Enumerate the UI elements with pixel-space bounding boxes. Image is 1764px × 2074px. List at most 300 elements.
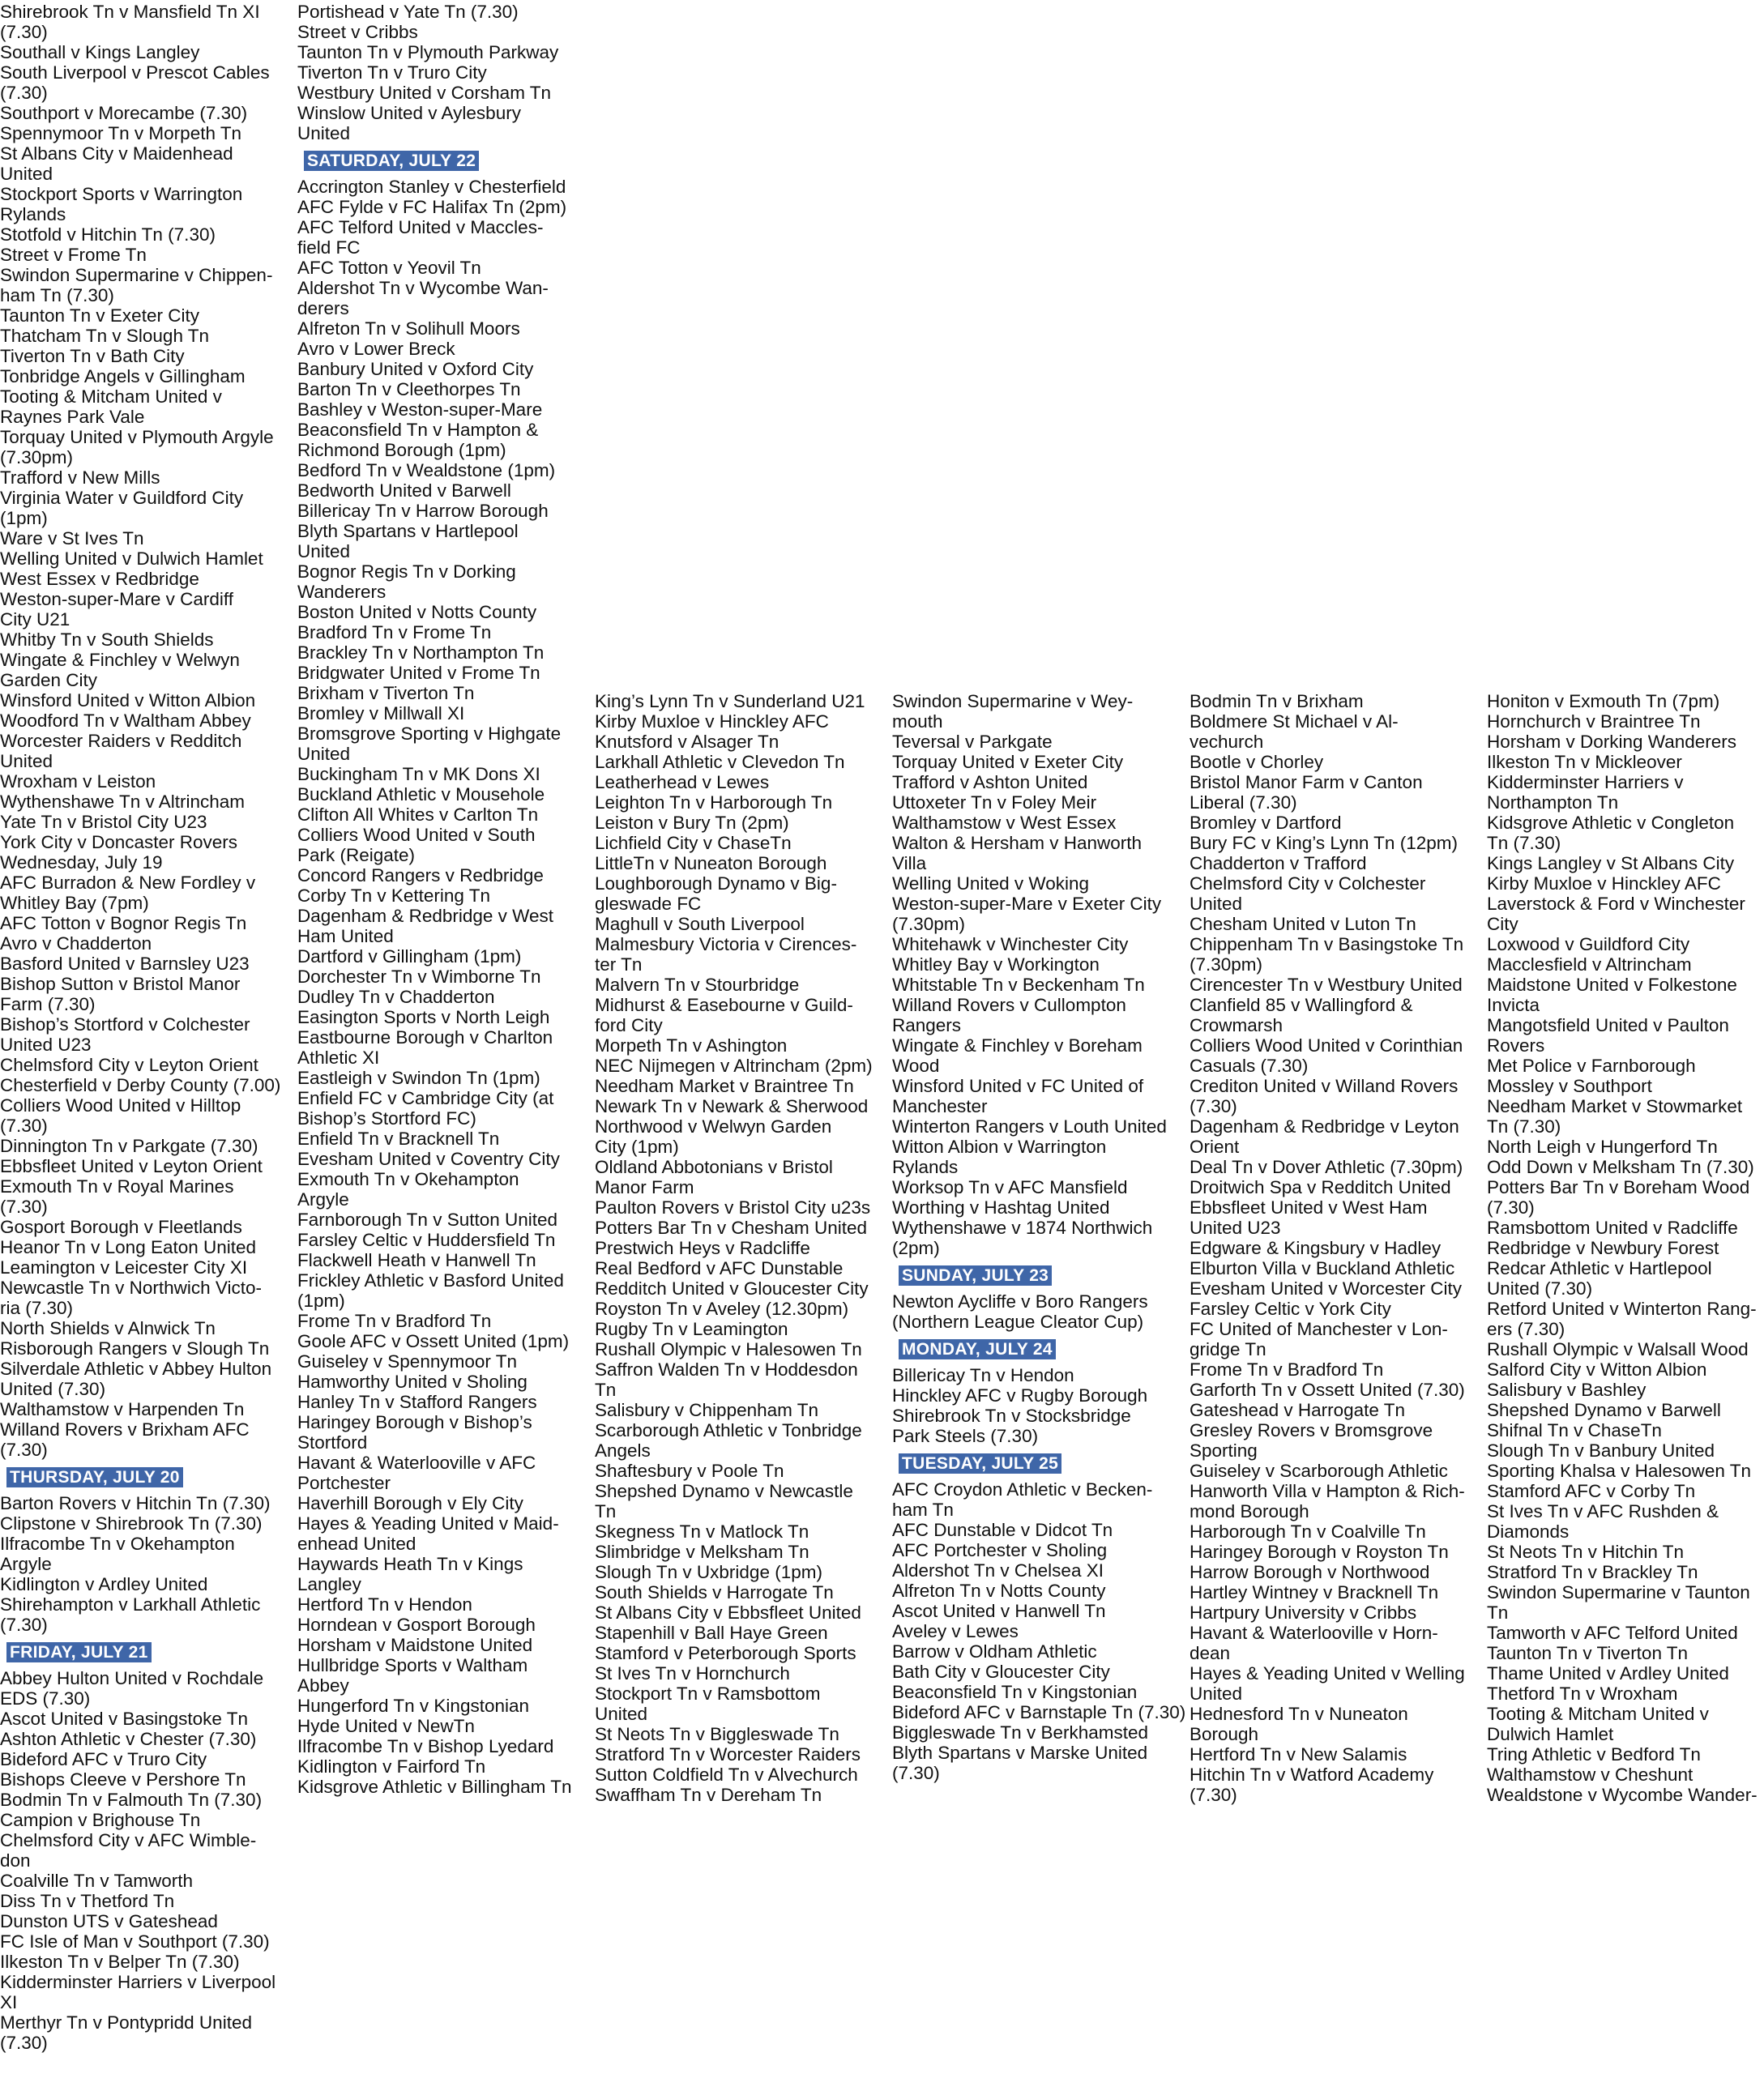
column-6	[1487, 691, 1764, 1810]
fixture-line: Honiton v Exmouth Tn (7pm)	[1487, 691, 1720, 711]
fixture-line: Newton Aycliffe v Boro Rangers	[892, 1291, 1148, 1312]
fixture-line: Yate Tn v Bristol City U23	[0, 812, 207, 832]
fixture-line: Farnborough Tn v Sutton United	[297, 1210, 558, 1230]
fixture-line: Enfield FC v Cambridge City (at	[297, 1088, 554, 1108]
fixture-line: Diamonds	[1487, 1521, 1570, 1542]
fixture-line: Loxwood v Guildford City	[1487, 934, 1690, 954]
fixture-line: United	[595, 1704, 648, 1724]
fixture-line: Hanworth Villa v Hampton & Rich-	[1190, 1481, 1465, 1501]
fixture-line: Shirebrook Tn v Mansfield Tn XI	[0, 2, 260, 22]
fixture-line: Woodford Tn v Waltham Abbey	[0, 711, 251, 731]
fixture-line: Hednesford Tn v Nuneaton	[1190, 1704, 1408, 1724]
fixture-line: City (1pm)	[595, 1137, 679, 1157]
fixture-line: United (7.30)	[1487, 1278, 1593, 1299]
fixture-line: Walthamstow v Cheshunt	[1487, 1765, 1694, 1785]
fixture-line: Chelmsford City v Leyton Orient	[0, 1055, 258, 1075]
fixture-line: Uttoxeter Tn v Foley Meir	[892, 792, 1097, 813]
fixture-line: Kidderminster Harriers v	[1487, 772, 1684, 792]
fixture-line: Tamworth v AFC Telford United	[1487, 1623, 1738, 1643]
fixture-line: Trafford v Ashton United	[892, 772, 1088, 792]
fixture-line: United U23	[1190, 1218, 1281, 1238]
fixture-line: Harborough Tn v Coalville Tn	[1190, 1521, 1426, 1542]
fixture-line: Shaftesbury v Poole Tn	[595, 1461, 784, 1481]
fixture-line: Elburton Villa v Buckland Athletic	[1190, 1258, 1455, 1278]
fixture-line: LittleTn v Nuneaton Borough	[595, 853, 827, 873]
fixture-line: Frome Tn v Bradford Tn	[297, 1311, 492, 1331]
fixture-line: Hinckley AFC v Rugby Borough	[892, 1385, 1148, 1406]
fixture-line: AFC Telford United v Maccles-	[297, 217, 544, 237]
column-2	[297, 2, 591, 1810]
fixture-line: Farsley Celtic v York City	[1190, 1299, 1391, 1319]
fixture-line: Alfreton Tn v Notts County	[892, 1581, 1106, 1601]
fixture-line: Accrington Stanley v Chesterfield	[297, 177, 566, 197]
fixture-line: ter Tn	[595, 954, 643, 975]
fixture-line: don	[0, 1850, 31, 1871]
fixture-line: Hertford Tn v New Salamis	[1190, 1744, 1407, 1765]
fixture-line: Tn (7.30)	[1487, 1116, 1561, 1137]
fixture-line: Ashton Athletic v Chester (7.30)	[0, 1729, 257, 1749]
date-heading-label: SUNDAY, JULY 23	[899, 1265, 1052, 1286]
fixture-line: Frome Tn v Bradford Tn	[1190, 1359, 1384, 1380]
fixture-line: Bedford Tn v Wealdstone (1pm)	[297, 460, 556, 480]
fixture-line: Exmouth Tn v Royal Marines	[0, 1176, 234, 1197]
fixture-line: Buckingham Tn v MK Dons XI	[297, 764, 540, 784]
column-4	[892, 691, 1185, 1810]
fixture-line: Bedworth United v Barwell	[297, 480, 511, 501]
fixture-line: Potters Bar Tn v Boreham Wood	[1487, 1177, 1750, 1197]
fixture-line: Tn (7.30)	[1487, 833, 1561, 853]
fixture-line: Southall v Kings Langley	[0, 42, 200, 62]
fixture-line: (7.30)	[1190, 1096, 1237, 1116]
fixture-line: Horsham v Dorking Wanderers	[1487, 732, 1737, 752]
fixture-line: Newcastle Tn v Northwich Victo-	[0, 1278, 263, 1298]
fixture-line: AFC Burradon & New Fordley v	[0, 873, 256, 893]
fixture-line: Whitley Bay v Workington	[892, 954, 1100, 975]
fixture-line: Ilkeston Tn v Belper Tn (7.30)	[0, 1952, 240, 1972]
fixture-line: Knutsford v Alsager Tn	[595, 732, 779, 752]
fixture-line: Leiston v Bury Tn (2pm)	[595, 813, 789, 833]
fixture-line: (7.30)	[0, 2033, 48, 2053]
fixture-line: mond Borough	[1190, 1501, 1309, 1521]
fixture-line: Shirehampton v Larkhall Athletic	[0, 1594, 261, 1615]
fixture-line: Bishop’s Stortford FC)	[297, 1108, 476, 1129]
fixture-line: Rangers	[892, 1015, 962, 1035]
fixture-line: Clanfield 85 v Wallingford &	[1190, 995, 1413, 1015]
fixture-line: Manchester	[892, 1096, 988, 1116]
fixture-line: Laverstock & Ford v Winchester	[1487, 894, 1745, 914]
fixture-line: Bishops Cleeve v Pershore Tn	[0, 1769, 246, 1790]
fixture-line: Slough Tn v Uxbridge (1pm)	[595, 1562, 822, 1582]
fixture-line: South Liverpool v Prescot Cables	[0, 62, 270, 83]
fixture-line: Enfield Tn v Bracknell Tn	[297, 1129, 500, 1149]
fixture-line: Blyth Spartans v Marske United	[892, 1743, 1148, 1763]
fixture-line: Bodmin Tn v Falmouth Tn (7.30)	[0, 1790, 263, 1810]
fixture-line: Larkhall Athletic v Clevedon Tn	[595, 752, 845, 772]
fixture-line: Bridgwater United v Frome Tn	[297, 663, 540, 683]
fixture-line: St Neots Tn v Hitchin Tn	[1487, 1542, 1685, 1562]
fixture-line: Blyth Spartans v Hartlepool	[297, 521, 519, 541]
fixture-line: (7.30)	[0, 1116, 48, 1136]
fixture-line: Dartford v Gillingham (1pm)	[297, 946, 522, 967]
fixture-line: Maidstone United v Folkestone	[1487, 975, 1737, 995]
fixture-line: Stotfold v Hitchin Tn (7.30)	[0, 224, 216, 245]
fixture-line: Bishop’s Stortford v Colchester	[0, 1014, 250, 1035]
fixture-line: Dagenham & Redbridge v West	[297, 906, 553, 926]
date-heading-label: MONDAY, JULY 24	[899, 1339, 1056, 1359]
fixture-line: Haverhill Borough v Ely City	[297, 1493, 523, 1513]
fixture-line: AFC Totton v Yeovil Tn	[297, 258, 481, 278]
fixture-line: Hayes & Yeading United v Maid-	[297, 1513, 559, 1534]
fixture-line: Thetford Tn v Wroxham	[1487, 1684, 1678, 1704]
fixture-line: field FC	[297, 237, 361, 258]
fixture-line: Weston-super-Mare v Cardiff	[0, 589, 234, 609]
fixture-line: Ebbsfleet United v West Ham	[1190, 1197, 1428, 1218]
fixture-line: Beaconsfield Tn v Kingstonian	[892, 1682, 1138, 1702]
fixture-line: Orient	[1190, 1137, 1240, 1157]
fixture-line: Banbury United v Oxford City	[297, 359, 534, 379]
fixture-line: Haringey Borough v Royston Tn	[1190, 1542, 1449, 1562]
fixture-line: Winsford United v Witton Albion	[0, 690, 256, 711]
fixture-line: Walthamstow v West Essex	[892, 813, 1117, 833]
fixture-line: Borough	[1190, 1724, 1259, 1744]
fixture-line: (7.30)	[0, 22, 48, 42]
fixture-line: Clifton All Whites v Carlton Tn	[297, 804, 539, 825]
fixture-line: United U23	[0, 1035, 92, 1055]
fixture-line: Liberal (7.30)	[1190, 792, 1297, 813]
fixture-line: Kidlington v Ardley United	[0, 1574, 208, 1594]
fixture-line: Langley	[297, 1574, 361, 1594]
fixture-line: Dorchester Tn v Wimborne Tn	[297, 967, 541, 987]
fixture-line: Odd Down v Melksham Tn (7.30)	[1487, 1157, 1754, 1177]
fixture-line: Tn	[595, 1380, 617, 1400]
fixture-line: Aldershot Tn v Wycombe Wan-	[297, 278, 549, 298]
fixture-line: Bashley v Weston-super-Mare	[297, 399, 543, 420]
fixture-line: Tring Athletic v Bedford Tn	[1487, 1744, 1701, 1765]
fixture-line: St Ives Tn v AFC Rushden &	[1487, 1501, 1719, 1521]
date-heading	[899, 1338, 1185, 1359]
fixture-line: Shirebrook Tn v Stocksbridge	[892, 1406, 1131, 1426]
fixture-line: Boston United v Notts County	[297, 602, 537, 622]
fixture-line: derers	[297, 298, 349, 318]
fixture-line: Stockport Sports v Warrington	[0, 184, 243, 204]
fixture-line: Willand Rovers v Brixham AFC	[0, 1419, 250, 1440]
fixture-line: Eastbourne Borough v Charlton	[297, 1027, 553, 1048]
fixture-line: (1pm)	[0, 508, 48, 528]
fixture-line: Swindon Supermarine v Taunton	[1487, 1582, 1750, 1602]
fixture-line: South Shields v Harrogate Tn	[595, 1582, 834, 1602]
fixture-line: Stortford	[297, 1432, 368, 1453]
fixture-line: United	[0, 751, 53, 771]
fixture-line: (7.30)	[892, 1763, 940, 1783]
fixture-line: Barrow v Oldham Athletic	[892, 1641, 1097, 1662]
fixture-line: Winterton Rangers v Louth United	[892, 1116, 1167, 1137]
fixture-line: Malvern Tn v Stourbridge	[595, 975, 800, 995]
fixture-line: (7.30)	[0, 1440, 48, 1460]
fixture-line: Bootle v Chorley	[1190, 752, 1324, 772]
fixture-line: Street v Cribbs	[297, 22, 418, 42]
fixture-line: Avro v Lower Breck	[297, 339, 455, 359]
fixture-line: Barton Tn v Cleethorpes Tn	[297, 379, 521, 399]
fixture-line: Diss Tn v Thetford Tn	[0, 1891, 175, 1911]
fixture-line: Chadderton v Trafford	[1190, 853, 1367, 873]
fixture-line: Bath City v Gloucester City	[892, 1662, 1110, 1682]
fixture-line: Whitby Tn v South Shields	[0, 629, 214, 650]
fixture-line: (Northern League Cleator Cup)	[892, 1312, 1144, 1332]
fixture-line: Southport v Morecambe (7.30)	[0, 103, 248, 123]
fixture-line: Villa	[892, 853, 927, 873]
fixture-line: Kidderminster Harriers v Liverpool	[0, 1972, 276, 1992]
fixture-line: Richmond Borough (1pm)	[297, 440, 506, 460]
fixture-line: Cirencester Tn v Westbury United	[1190, 975, 1463, 995]
fixture-line: Brackley Tn v Northampton Tn	[297, 642, 545, 663]
fixture-line: Kirby Muxloe v Hinckley AFC	[595, 711, 829, 732]
fixture-line: Morpeth Tn v Ashington	[595, 1035, 788, 1056]
fixture-line: Easington Sports v North Leigh	[297, 1007, 550, 1027]
fixture-line: Bromley v Dartford	[1190, 813, 1342, 833]
fixture-line: Malmesbury Victoria v Cirences-	[595, 934, 857, 954]
column-1	[0, 2, 293, 2072]
fixture-line: Kirby Muxloe v Hinckley AFC	[1487, 873, 1721, 894]
fixture-line: (1pm)	[297, 1291, 345, 1311]
fixture-line: Angels	[595, 1440, 651, 1461]
fixture-line: ford City	[595, 1015, 663, 1035]
fixture-line: Winsford United v FC United of	[892, 1076, 1144, 1096]
fixture-line: Tiverton Tn v Bath City	[0, 346, 185, 366]
fixture-line: FC United of Manchester v Lon-	[1190, 1319, 1448, 1339]
fixture-line: St Neots Tn v Biggleswade Tn	[595, 1724, 839, 1744]
fixture-line: Argyle	[297, 1189, 349, 1210]
fixture-line: Real Bedford v AFC Dunstable	[595, 1258, 844, 1278]
fixture-line: Dulwich Hamlet	[1487, 1724, 1614, 1744]
fixture-line: Royston Tn v Aveley (12.30pm)	[595, 1299, 849, 1319]
fixture-line: Ware v St Ives Tn	[0, 528, 144, 548]
fixture-line: Bradford Tn v Frome Tn	[297, 622, 492, 642]
fixture-line: Mangotsfield United v Paulton	[1487, 1015, 1729, 1035]
fixture-line: Guiseley v Spennymoor Tn	[297, 1351, 517, 1372]
fixture-line: Met Police v Farnborough	[1487, 1056, 1696, 1076]
fixture-line: Bideford AFC v Truro City	[0, 1749, 207, 1769]
fixture-line: Willand Rovers v Cullompton	[892, 995, 1126, 1015]
fixture-line: St Ives Tn v Hornchurch	[595, 1663, 790, 1684]
fixture-line: Bodmin Tn v Brixham	[1190, 691, 1364, 711]
fixture-line: City U21	[0, 609, 70, 629]
fixture-line: Ascot United v Basingstoke Tn	[0, 1709, 248, 1729]
fixture-line: (7.30pm)	[1190, 954, 1263, 975]
fixture-line: Hanley Tn v Stafford Rangers	[297, 1392, 537, 1412]
fixture-line: Taunton Tn v Plymouth Parkway	[297, 42, 559, 62]
fixture-line: Rushall Olympic v Walsall Wood	[1487, 1339, 1749, 1359]
fixture-line: Tn	[1487, 1602, 1509, 1623]
fixture-line: Thame United v Ardley United	[1487, 1663, 1729, 1684]
fixture-line: Whitehawk v Winchester City	[892, 934, 1129, 954]
fixture-line: vechurch	[1190, 732, 1264, 752]
fixture-line: Lichfield City v ChaseTn	[595, 833, 792, 853]
fixture-line: St Albans City v Ebbsfleet United	[595, 1602, 861, 1623]
fixture-line: Ilfracombe Tn v Okehampton	[0, 1534, 235, 1554]
fixture-line: Ilfracombe Tn v Bishop Lyedard	[297, 1736, 554, 1756]
fixture-line: Chelmsford City v Colchester	[1190, 873, 1426, 894]
fixture-line: Heanor Tn v Long Eaton United	[0, 1237, 257, 1257]
fixture-line: Street v Frome Tn	[0, 245, 147, 265]
fixture-line: Slimbridge v Melksham Tn	[595, 1542, 809, 1562]
fixture-line: Bishop Sutton v Bristol Manor	[0, 974, 241, 994]
fixture-line: Rylands	[0, 204, 66, 224]
fixture-line: Ebbsfleet United v Leyton Orient	[0, 1156, 263, 1176]
fixture-line: Guiseley v Scarborough Athletic	[1190, 1461, 1448, 1481]
fixture-line: Brixham v Tiverton Tn	[297, 683, 475, 703]
fixture-line: Slough Tn v Banbury United	[1487, 1440, 1715, 1461]
fixture-line: Hitchin Tn v Watford Academy	[1190, 1765, 1434, 1785]
column-5	[1190, 691, 1483, 1810]
fixture-line: Hamworthy United v Sholing	[297, 1372, 527, 1392]
fixture-line: (7.30)	[0, 1197, 48, 1217]
fixture-line: Silverdale Athletic v Abbey Hulton	[0, 1359, 272, 1379]
fixture-line: AFC Fylde v FC Halifax Tn (2pm)	[297, 197, 567, 217]
fixture-line: Risborough Rangers v Slough Tn	[0, 1338, 270, 1359]
fixture-line: Flackwell Heath v Hanwell Tn	[297, 1250, 536, 1270]
fixture-line: Corby Tn v Kettering Tn	[297, 886, 491, 906]
fixture-line: Colliers Wood United v South	[297, 825, 536, 845]
fixture-line: Redbridge v Newbury Forest	[1487, 1238, 1719, 1258]
fixture-line: United	[297, 123, 351, 143]
fixture-line: Crowmarsh	[1190, 1015, 1283, 1035]
fixture-line: Ascot United v Hanwell Tn	[892, 1601, 1106, 1621]
fixture-line: Stapenhill v Ball Haye Green	[595, 1623, 828, 1643]
date-heading	[6, 1641, 293, 1662]
fixture-line: ria (7.30)	[0, 1298, 74, 1318]
fixture-line: Tooting & Mitcham United v	[0, 386, 222, 407]
fixture-line: Shepshed Dynamo v Barwell	[1487, 1400, 1721, 1420]
fixture-line: enhead United	[297, 1534, 416, 1554]
fixture-line: Hornchurch v Braintree Tn	[1487, 711, 1701, 732]
fixture-line: dean	[1190, 1643, 1231, 1663]
fixture-line: Ramsbottom United v Radcliffe	[1487, 1218, 1738, 1238]
fixture-line: Welling United v Dulwich Hamlet	[0, 548, 263, 569]
fixture-line: Evesham United v Worcester City	[1190, 1278, 1462, 1299]
fixture-line: Ham United	[297, 926, 394, 946]
date-heading	[304, 150, 591, 170]
fixture-line: United	[297, 541, 351, 561]
fixture-line: Clipstone v Shirebrook Tn (7.30)	[0, 1513, 263, 1534]
fixture-line: gleswade FC	[595, 894, 702, 914]
fixture-line: Spennymoor Tn v Morpeth Tn	[0, 123, 242, 143]
fixture-line: Hartley Wintney v Bracknell Tn	[1190, 1582, 1439, 1602]
fixture-line: Beaconsfield Tn v Hampton &	[297, 420, 539, 440]
fixture-line: Winslow United v Aylesbury	[297, 103, 521, 123]
fixture-line: XI	[0, 1992, 18, 2012]
fixture-line: Gateshead v Harrogate Tn	[1190, 1400, 1405, 1420]
fixture-line: Eastleigh v Swindon Tn (1pm)	[297, 1068, 540, 1088]
fixture-line: Abbey	[297, 1675, 349, 1696]
fixture-line: Worthing v Hashtag United	[892, 1197, 1110, 1218]
fixture-line: Farsley Celtic v Huddersfield Tn	[297, 1230, 556, 1250]
fixture-line: Skegness Tn v Matlock Tn	[595, 1521, 809, 1542]
fixture-line: Portchester	[297, 1473, 391, 1493]
fixture-line: Farm (7.30)	[0, 994, 96, 1014]
fixture-line: Bury FC v King’s Lynn Tn (12pm)	[1190, 833, 1458, 853]
date-heading-label: THURSDAY, JULY 20	[6, 1467, 183, 1487]
fixture-line: Taunton Tn v Exeter City	[0, 305, 199, 326]
fixture-line: Horsham v Maidstone United	[297, 1635, 533, 1655]
fixture-line: Hartpury University v Cribbs	[1190, 1602, 1417, 1623]
fixture-line: Rylands	[892, 1157, 959, 1177]
fixture-line: Thatcham Tn v Slough Tn	[0, 326, 210, 346]
fixture-line: Gosport Borough v Fleetlands	[0, 1217, 242, 1237]
fixture-line: Worcester Raiders v Redditch	[0, 731, 242, 751]
fixture-line: Hyde United v NewTn	[297, 1716, 475, 1736]
fixture-line: Kidsgrove Athletic v Billingham Tn	[297, 1777, 572, 1797]
fixture-line: Boldmere St Michael v Al-	[1190, 711, 1399, 732]
fixture-line: (7.30pm)	[892, 914, 966, 934]
fixture-line: Barton Rovers v Hitchin Tn (7.30)	[0, 1493, 271, 1513]
fixture-line: NEC Nijmegen v Altrincham (2pm)	[595, 1056, 873, 1076]
fixture-line: Stratford Tn v Brackley Tn	[1487, 1562, 1698, 1582]
fixture-line: Salisbury v Bashley	[1487, 1380, 1647, 1400]
fixture-line: (7.30)	[1190, 1785, 1237, 1805]
fixture-line: Park (Reigate)	[297, 845, 416, 865]
fixture-line: Dagenham & Redbridge v Leyton	[1190, 1116, 1459, 1137]
fixture-line: Raynes Park Vale	[0, 407, 145, 427]
fixture-line: Wealdstone v Wycombe Wander-	[1487, 1785, 1758, 1805]
fixture-line: Oldland Abbotonians v Bristol	[595, 1157, 833, 1177]
fixture-line: Walthamstow v Harpenden Tn	[0, 1399, 245, 1419]
fixture-line: Dudley Tn v Chadderton	[297, 987, 495, 1007]
fixture-line: Dunston UTS v Gateshead	[0, 1911, 218, 1931]
fixture-line: Basford United v Barnsley U23	[0, 954, 250, 974]
fixture-line: Colliers Wood United v Corinthian	[1190, 1035, 1463, 1056]
fixture-line: Rovers	[1487, 1035, 1545, 1056]
date-heading-label: FRIDAY, JULY 21	[6, 1642, 152, 1662]
fixture-line: Buckland Athletic v Mousehole	[297, 784, 545, 804]
date-heading-label: TUESDAY, JULY 25	[899, 1453, 1061, 1474]
fixture-line: King’s Lynn Tn v Sunderland U21	[595, 691, 865, 711]
fixture-line: Casuals (7.30)	[1190, 1056, 1309, 1076]
fixture-line: Midhurst & Easebourne v Guild-	[595, 995, 853, 1015]
fixture-line: Trafford v New Mills	[0, 467, 160, 488]
fixture-line: Aveley v Lewes	[892, 1621, 1019, 1641]
fixture-line: Exmouth Tn v Okehampton	[297, 1169, 519, 1189]
fixture-line: Stratford Tn v Worcester Raiders	[595, 1744, 861, 1765]
fixture-line: Scarborough Athletic v Tonbridge	[595, 1420, 862, 1440]
fixture-line: Hullbridge Sports v Waltham	[297, 1655, 528, 1675]
fixture-line: Chesterfield v Derby County (7.00)	[0, 1075, 281, 1095]
fixture-line: Teversal v Parkgate	[892, 732, 1053, 752]
fixture-line: Chelmsford City v AFC Wimble-	[0, 1830, 257, 1850]
fixture-line: Hungerford Tn v Kingstonian	[297, 1696, 530, 1716]
fixture-line: United	[1190, 1684, 1243, 1704]
fixture-line: (2pm)	[892, 1238, 940, 1258]
fixture-line: Droitwich Spa v Redditch United	[1190, 1177, 1451, 1197]
fixture-line: Salisbury v Chippenham Tn	[595, 1400, 818, 1420]
fixture-line: Horndean v Gosport Borough	[297, 1615, 536, 1635]
fixture-line: York City v Doncaster Rovers	[0, 832, 238, 852]
fixture-line: Sutton Coldfield Tn v Alvechurch	[595, 1765, 858, 1785]
fixture-line: Stockport Tn v Ramsbottom	[595, 1684, 821, 1704]
fixture-line: Wythenshawe Tn v Altrincham	[0, 792, 246, 812]
fixture-line: Dinnington Tn v Parkgate (7.30)	[0, 1136, 258, 1156]
fixture-line: Shepshed Dynamo v Newcastle	[595, 1481, 853, 1501]
fixture-line: Deal Tn v Dover Athletic (7.30pm)	[1190, 1157, 1463, 1177]
fixture-line: Rugby Tn v Leamington	[595, 1319, 788, 1339]
fixture-line: Newark Tn v Newark & Sherwood	[595, 1096, 869, 1116]
fixture-line: Garden City	[0, 670, 98, 690]
fixture-line: ham Tn	[892, 1500, 954, 1520]
fixture-line: Stamford AFC v Corby Tn	[1487, 1481, 1696, 1501]
fixture-line: Tn	[595, 1501, 617, 1521]
fixture-line: Bideford AFC v Barnstaple Tn (7.30)	[892, 1702, 1185, 1722]
fixture-line: Alfreton Tn v Solihull Moors	[297, 318, 520, 339]
fixture-line: Concord Rangers v Redbridge	[297, 865, 544, 886]
